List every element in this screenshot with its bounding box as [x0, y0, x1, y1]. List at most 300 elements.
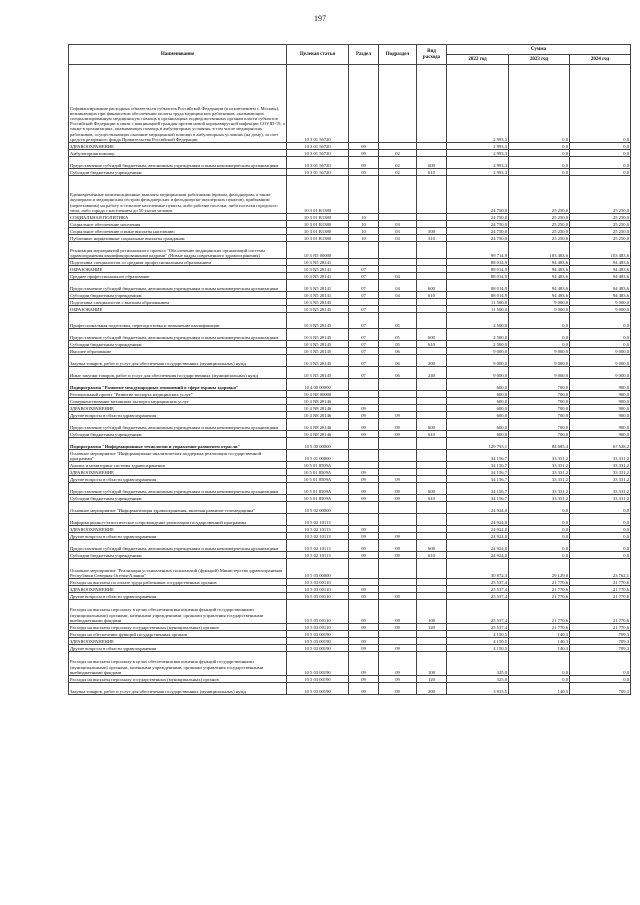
row-expense-type [417, 514, 447, 526]
row-section [349, 379, 379, 391]
row-target-article: 10 5 02 10113 [287, 540, 349, 552]
row-sum-2023: 25 250,0 [509, 214, 570, 221]
table-row [69, 341, 631, 348]
header-year-2022: 2022 год [447, 55, 509, 65]
row-sum-2022: 88 014,9 [447, 266, 509, 273]
table-row [69, 169, 631, 176]
row-target-article: 10 3 01 R1380 [287, 235, 349, 242]
row-target-article: 10 4 N8 28146 [287, 419, 349, 431]
row-subsection [379, 65, 417, 143]
row-sum-2022: 2 993,3 [447, 65, 509, 143]
row-sum-2023: 94 483,6 [509, 266, 570, 273]
row-sum-2024: 0,0 [570, 169, 631, 176]
row-sum-2024: 0,0 [570, 514, 631, 526]
row-sum-2024: 709,3 [570, 645, 631, 652]
row-target-article: 10 3 N5 28145 [287, 306, 349, 313]
row-target-article: 10 5 01 8509А [287, 469, 349, 476]
row-sum-2024: 33 331,2 [570, 462, 631, 469]
table-row [69, 65, 631, 143]
header-year-2024: 2024 год [570, 55, 631, 65]
row-name: Закупка товаров, работ и услуг для обеспечения государственных (муниципальных) нужд [69, 683, 287, 695]
row-subsection: 02 [379, 169, 417, 176]
row-section: 09 [349, 469, 379, 476]
row-sum-2022: 3 815,5 [447, 683, 509, 695]
row-name: Расходы на выплаты по оплате труда работников государственных органов [69, 579, 287, 586]
row-section: 09 [349, 586, 379, 593]
header-sum: Сумма [447, 45, 631, 55]
row-sum-2022: 600,0 [447, 379, 509, 391]
row-name: Субсидии бюджетным учреждениям [69, 169, 287, 176]
table-row [69, 379, 631, 391]
row-section [349, 176, 379, 214]
row-expense-type [417, 593, 447, 600]
row-sum-2023: 0,0 [509, 502, 570, 514]
table-row [69, 645, 631, 652]
row-target-article: 10 3 N5 28145 [287, 355, 349, 367]
row-target-article: 10 4 N8 00000 [287, 391, 349, 398]
row-section [349, 502, 379, 514]
row-sum-2022: 24 924,0 [447, 502, 509, 514]
row-name: Предоставление субсидий бюджетным, автономным учреждениям и иным некоммерческим организациям [69, 483, 287, 495]
row-sum-2024: 9 000,0 [570, 355, 631, 367]
row-sum-2023: 33 331,2 [509, 462, 570, 469]
row-sum-2024: 900,0 [570, 379, 631, 391]
row-section: 09 [349, 495, 379, 502]
row-target-article: 10 5 03 00190 [287, 645, 349, 652]
table-row [69, 540, 631, 552]
row-sum-2024: 0,0 [570, 533, 631, 540]
row-subsection: 09 [379, 652, 417, 676]
row-target-article: 10 3 N5 28145 [287, 329, 349, 341]
row-sum-2023: 33 331,2 [509, 483, 570, 495]
row-target-article: 10 3 01 56720 [287, 157, 349, 169]
budget-table [68, 44, 631, 695]
row-sum-2023: 9 000,0 [509, 367, 570, 379]
row-name: Софинансирование расходных обязательств субъектов Российской Федерации (в исключением г. Москвы), возникающих при финансовом обеспечении оплаты труда медицинских работников, оказывающих специализированную медицинскую помощь в организациях подведомственных органам власти субъектов Российской Федерации в связи с вакцинацией граждан против новой коронавирусной инфекции COVID-19, а также в организациях, оказывающих помощь в амбулаторных условиях, в том числе медицинских работников, осуществляющих оказание медицинской помощи в амбулаторных условиях (на дому), за счет средств резервного фонда Правительства Российской Федерации [69, 65, 287, 143]
row-subsection: 04 [379, 280, 417, 292]
row-sum-2024: 0,0 [570, 143, 631, 150]
row-subsection: 04 [379, 273, 417, 280]
row-target-article: 10 5 03 00110 [287, 586, 349, 593]
row-sum-2023: 0,0 [509, 150, 570, 157]
table-row [69, 533, 631, 540]
row-target-article: 10 3 N5 28141 [287, 273, 349, 280]
row-subsection: 02 [379, 157, 417, 169]
row-sum-2024: 94 483,6 [570, 292, 631, 299]
row-sum-2022: 9 000,0 [447, 355, 509, 367]
row-name: ОБРАЗОВАНИЕ [69, 306, 287, 313]
row-section [349, 65, 379, 143]
table-row [69, 631, 631, 638]
table-row [69, 514, 631, 526]
header-subsection: Подраздел [379, 45, 417, 65]
row-sum-2022: 11 500,0 [447, 306, 509, 313]
row-expense-type [417, 214, 447, 221]
row-name: Предоставление субсидий бюджетным, автономным учреждениям и иным некоммерческим организациям [69, 419, 287, 431]
table-row [69, 483, 631, 495]
row-expense-type: 600 [417, 540, 447, 552]
row-sum-2024: 33 331,2 [570, 483, 631, 495]
table-row [69, 176, 631, 214]
row-subsection: 04 [379, 292, 417, 299]
row-target-article: 10 4 N8 28146 [287, 412, 349, 419]
row-subsection: 09 [379, 624, 417, 631]
row-sum-2024: 25 250,0 [570, 228, 631, 235]
row-name: ЗДРАВООХРАНЕНИЕ [69, 405, 287, 412]
row-subsection: 06 [379, 367, 417, 379]
row-sum-2022: 24 750,0 [447, 214, 509, 221]
row-sum-2024: 21 770,6 [570, 579, 631, 586]
row-target-article: 10 5 03 00190 [287, 676, 349, 683]
row-expense-type: 100 [417, 600, 447, 624]
row-subsection: 03 [379, 221, 417, 228]
row-sum-2024: 709,3 [570, 638, 631, 645]
row-sum-2022: 25 537,4 [447, 593, 509, 600]
row-sum-2022: 30 872,3 [447, 559, 509, 579]
row-section: 09 [349, 652, 379, 676]
row-subsection [379, 143, 417, 150]
row-target-article: 10 3 N5 28145 [287, 313, 349, 329]
row-sum-2023: 9 000,0 [509, 348, 570, 355]
row-subsection [379, 526, 417, 533]
row-sum-2022: 4 150,5 [447, 645, 509, 652]
row-expense-type: 120 [417, 676, 447, 683]
row-target-article: 10 5 03 00110 [287, 624, 349, 631]
row-subsection: 03 [379, 235, 417, 242]
row-section: 09 [349, 405, 379, 412]
row-sum-2022: 600,0 [447, 405, 509, 412]
row-name: Другие вопросы в области здравоохранения [69, 533, 287, 540]
row-name: Другие вопросы в области здравоохранения [69, 412, 287, 419]
row-sum-2024: 0,0 [570, 502, 631, 514]
table-row [69, 431, 631, 438]
row-sum-2024: 0,0 [570, 341, 631, 348]
row-expense-type [417, 502, 447, 514]
table-row [69, 355, 631, 367]
row-sum-2024: 9 000,0 [570, 299, 631, 306]
row-target-article: 10 3 N5 28145 [287, 299, 349, 306]
row-section: 09 [349, 169, 379, 176]
row-sum-2023: 0,0 [509, 65, 570, 143]
row-subsection [379, 469, 417, 476]
row-target-article: 10 5 03 00110 [287, 579, 349, 586]
row-subsection: 09 [379, 600, 417, 624]
row-subsection: 09 [379, 476, 417, 483]
table-row [69, 438, 631, 450]
row-name: Предоставление субсидий бюджетным, автономным учреждениям и иным некоммерческим организациям [69, 280, 287, 292]
header-target-article: Целевая статья [287, 45, 349, 65]
row-expense-type: 600 [417, 157, 447, 169]
row-name: ЗДРАВООХРАНЕНИЕ [69, 469, 287, 476]
row-target-article: 10 5 01 8509А [287, 483, 349, 495]
row-target-article: 10 4 N8 28146 [287, 431, 349, 438]
table-row [69, 579, 631, 586]
row-sum-2024: 0,0 [570, 329, 631, 341]
row-expense-type: 610 [417, 495, 447, 502]
row-target-article: 10 3 N5 28141 [287, 259, 349, 266]
row-name: Подготовка специалистов с высшим образованием [69, 299, 287, 306]
table-row [69, 143, 631, 150]
row-expense-type [417, 259, 447, 266]
row-section: 07 [349, 348, 379, 355]
row-sum-2022: 24 924,0 [447, 514, 509, 526]
row-sum-2023: 700,0 [509, 379, 570, 391]
row-sum-2024: 21 770,6 [570, 593, 631, 600]
row-section: 07 [349, 280, 379, 292]
row-expense-type [417, 405, 447, 412]
row-subsection [379, 559, 417, 579]
row-name: Иные закупки товаров, работ и услуг для обеспечения государственных (муниципальных) нужд [69, 367, 287, 379]
row-sum-2023: 21 770,6 [509, 600, 570, 624]
row-target-article: 10 5 03 00000 [287, 559, 349, 579]
row-subsection [379, 259, 417, 266]
row-subsection: 09 [379, 495, 417, 502]
row-subsection: 09 [379, 676, 417, 683]
table-row [69, 221, 631, 228]
row-sum-2023: 0,0 [509, 526, 570, 533]
row-expense-type [417, 306, 447, 313]
row-sum-2023: 94 483,6 [509, 273, 570, 280]
row-target-article: 10 5 01 8509А [287, 476, 349, 483]
row-expense-type [417, 242, 447, 259]
row-expense-type: 600 [417, 329, 447, 341]
row-section: 07 [349, 341, 379, 348]
row-name: ОБРАЗОВАНИЕ [69, 266, 287, 273]
row-sum-2023: 25 250,0 [509, 228, 570, 235]
row-subsection: 06 [379, 355, 417, 367]
table-row [69, 652, 631, 676]
row-sum-2023: 25 250,0 [509, 176, 570, 214]
row-section: 09 [349, 552, 379, 559]
row-sum-2022: 24 924,0 [447, 552, 509, 559]
table-row [69, 150, 631, 157]
row-sum-2022: 600,0 [447, 398, 509, 405]
row-section [349, 462, 379, 469]
row-sum-2023: 9 000,0 [509, 306, 570, 313]
row-subsection [379, 405, 417, 412]
row-section [349, 438, 379, 450]
row-sum-2023: 94 483,6 [509, 292, 570, 299]
row-subsection: 05 [379, 329, 417, 341]
row-name: Подпрограмма "Информационные технологии и управление развитием отрасли" [69, 438, 287, 450]
row-target-article: 10 3 01 R1380 [287, 176, 349, 214]
row-section: 09 [349, 683, 379, 695]
row-subsection: 09 [379, 645, 417, 652]
row-expense-type [417, 438, 447, 450]
row-subsection [379, 214, 417, 221]
row-name: Основное мероприятие "Реализация установленных полномочий (функций) Министерства здравоохранения Республики Северная Осетия-Алания" [69, 559, 287, 579]
row-expense-type: 600 [417, 419, 447, 431]
row-name: Расходы на выплаты персоналу государственных (муниципальных) органов [69, 676, 287, 683]
row-expense-type [417, 313, 447, 329]
row-sum-2023: 33 331,2 [509, 495, 570, 502]
row-sum-2023: 9 000,0 [509, 355, 570, 367]
row-subsection: 05 [379, 341, 417, 348]
row-sum-2024: 0,0 [570, 526, 631, 533]
row-sum-2023: 94 483,6 [509, 280, 570, 292]
row-sum-2022: 2 993,3 [447, 150, 509, 157]
row-subsection: 09 [379, 593, 417, 600]
row-sum-2022: 24 924,0 [447, 526, 509, 533]
row-name: Расходы на выплаты персоналу в целях обеспечения выполнения функций государственными (муниципальными) органами, казенными учреждениями, органами управления государственными внебюджетными фондами [69, 600, 287, 624]
row-sum-2022: 4 150,5 [447, 631, 509, 638]
row-target-article: 10 3 N5 00000 [287, 242, 349, 259]
row-target-article: 10 5 02 10113 [287, 526, 349, 533]
row-section [349, 259, 379, 266]
row-subsection [379, 638, 417, 645]
row-expense-type: 610 [417, 292, 447, 299]
row-sum-2022: 34 156,7 [447, 450, 509, 462]
row-section: 07 [349, 355, 379, 367]
row-expense-type [417, 348, 447, 355]
row-target-article: 10 3 01 R1380 [287, 214, 349, 221]
row-sum-2023: 33 331,2 [509, 476, 570, 483]
row-target-article: 10 5 03 00190 [287, 652, 349, 676]
row-name: Подготовка специалистов со средним профессиональным образованием [69, 259, 287, 266]
row-subsection: 02 [379, 150, 417, 157]
row-name: Расходы на обеспечение функций государственных органов [69, 631, 287, 638]
table-body [69, 65, 631, 695]
table-row [69, 559, 631, 579]
row-expense-type: 610 [417, 552, 447, 559]
row-name: Субсидии бюджетным учреждениям [69, 341, 287, 348]
table-row [69, 367, 631, 379]
row-sum-2022: 9 000,0 [447, 367, 509, 379]
table-row [69, 391, 631, 398]
row-sum-2022: 325,0 [447, 652, 509, 676]
row-section: 10 [349, 228, 379, 235]
row-sum-2022: 34 156,7 [447, 495, 509, 502]
row-sum-2024: 0,0 [570, 313, 631, 329]
row-sum-2023: 0,0 [509, 540, 570, 552]
row-subsection [379, 579, 417, 586]
row-sum-2024: 0,0 [570, 150, 631, 157]
row-expense-type: 600 [417, 280, 447, 292]
row-target-article: 10 5 01 8509А [287, 495, 349, 502]
row-sum-2024: 900,0 [570, 405, 631, 412]
row-expense-type [417, 645, 447, 652]
row-expense-type [417, 65, 447, 143]
table-row [69, 405, 631, 412]
row-name: Субсидии бюджетным учреждениям [69, 495, 287, 502]
row-expense-type [417, 450, 447, 462]
row-sum-2023: 700,0 [509, 391, 570, 398]
table-row [69, 259, 631, 266]
table-row [69, 624, 631, 631]
row-subsection [379, 462, 417, 469]
row-name: Субсидии бюджетным учреждениям [69, 292, 287, 299]
row-section: 09 [349, 412, 379, 419]
row-sum-2023: 0,0 [509, 514, 570, 526]
row-section: 09 [349, 624, 379, 631]
table-row [69, 450, 631, 462]
row-sum-2023: 33 331,2 [509, 469, 570, 476]
row-sum-2023: 0,0 [509, 313, 570, 329]
row-sum-2023: 0,0 [509, 169, 570, 176]
row-section [349, 559, 379, 579]
row-sum-2022: 34 156,7 [447, 469, 509, 476]
row-target-article: 10 3 01 R1380 [287, 228, 349, 235]
row-sum-2022: 600,0 [447, 419, 509, 431]
row-expense-type: 100 [417, 652, 447, 676]
row-expense-type [417, 398, 447, 405]
row-section: 09 [349, 150, 379, 157]
row-expense-type [417, 462, 447, 469]
row-section: 09 [349, 157, 379, 169]
row-sum-2022: 129 793,1 [447, 438, 509, 450]
row-target-article: 10 5 00 00000 [287, 438, 349, 450]
row-sum-2024: 94 483,6 [570, 259, 631, 266]
table-row [69, 419, 631, 431]
row-sum-2024: 0,0 [570, 652, 631, 676]
row-sum-2023: 21 770,6 [509, 593, 570, 600]
row-expense-type: 310 [417, 235, 447, 242]
row-sum-2023: 21 770,6 [509, 624, 570, 631]
row-sum-2022: 88 014,9 [447, 259, 509, 266]
row-sum-2023: 700,0 [509, 405, 570, 412]
row-sum-2023: 700,0 [509, 419, 570, 431]
row-name: ЗДРАВООХРАНЕНИЕ [69, 526, 287, 533]
row-section: 09 [349, 533, 379, 540]
row-name: Информационно-статистическое сопровождение реализации государственной программы [69, 514, 287, 526]
row-expense-type [417, 299, 447, 306]
row-target-article: 10 3 01 R1380 [287, 221, 349, 228]
table-row [69, 476, 631, 483]
row-name: Профессиональная подготовка, переподготовка и повышение квалификации [69, 313, 287, 329]
row-sum-2024: 21 770,6 [570, 586, 631, 593]
row-expense-type [417, 266, 447, 273]
table-row [69, 586, 631, 593]
table-row [69, 266, 631, 273]
row-name: Социальное обеспечение населения [69, 221, 287, 228]
row-section: 07 [349, 306, 379, 313]
row-section [349, 299, 379, 306]
row-expense-type: 120 [417, 624, 447, 631]
table-row [69, 469, 631, 476]
table-row [69, 157, 631, 169]
row-subsection: 06 [379, 348, 417, 355]
row-expense-type: 200 [417, 355, 447, 367]
row-target-article: 10 4 00 00000 [287, 379, 349, 391]
row-sum-2023: 700,0 [509, 398, 570, 405]
row-sum-2024: 94 483,6 [570, 273, 631, 280]
row-sum-2022: 34 156,7 [447, 476, 509, 483]
row-target-article: 10 3 N5 28145 [287, 367, 349, 379]
row-sum-2022: 600,0 [447, 391, 509, 398]
table-row [69, 306, 631, 313]
row-expense-type: 240 [417, 367, 447, 379]
row-target-article: 10 5 03 00190 [287, 683, 349, 695]
row-sum-2022: 325,0 [447, 676, 509, 683]
table-row [69, 552, 631, 559]
row-section: 10 [349, 214, 379, 221]
row-name: Совершенствование механизма экспорта медицинских услуг [69, 398, 287, 405]
row-target-article: 10 5 01 00000 [287, 450, 349, 462]
row-expense-type [417, 143, 447, 150]
row-sum-2022: 600,0 [447, 412, 509, 419]
table-row [69, 348, 631, 355]
row-sum-2023: 0,0 [509, 676, 570, 683]
row-expense-type: 610 [417, 169, 447, 176]
row-name: Предоставление субсидий бюджетным, автономным учреждениям и иным некоммерческим организациям [69, 157, 287, 169]
row-sum-2022: 34 156,7 [447, 483, 509, 495]
row-expense-type [417, 391, 447, 398]
row-section: 09 [349, 476, 379, 483]
table-row [69, 299, 631, 306]
row-section [349, 631, 379, 638]
row-section [349, 391, 379, 398]
row-name: Другие вопросы в области здравоохранения [69, 645, 287, 652]
